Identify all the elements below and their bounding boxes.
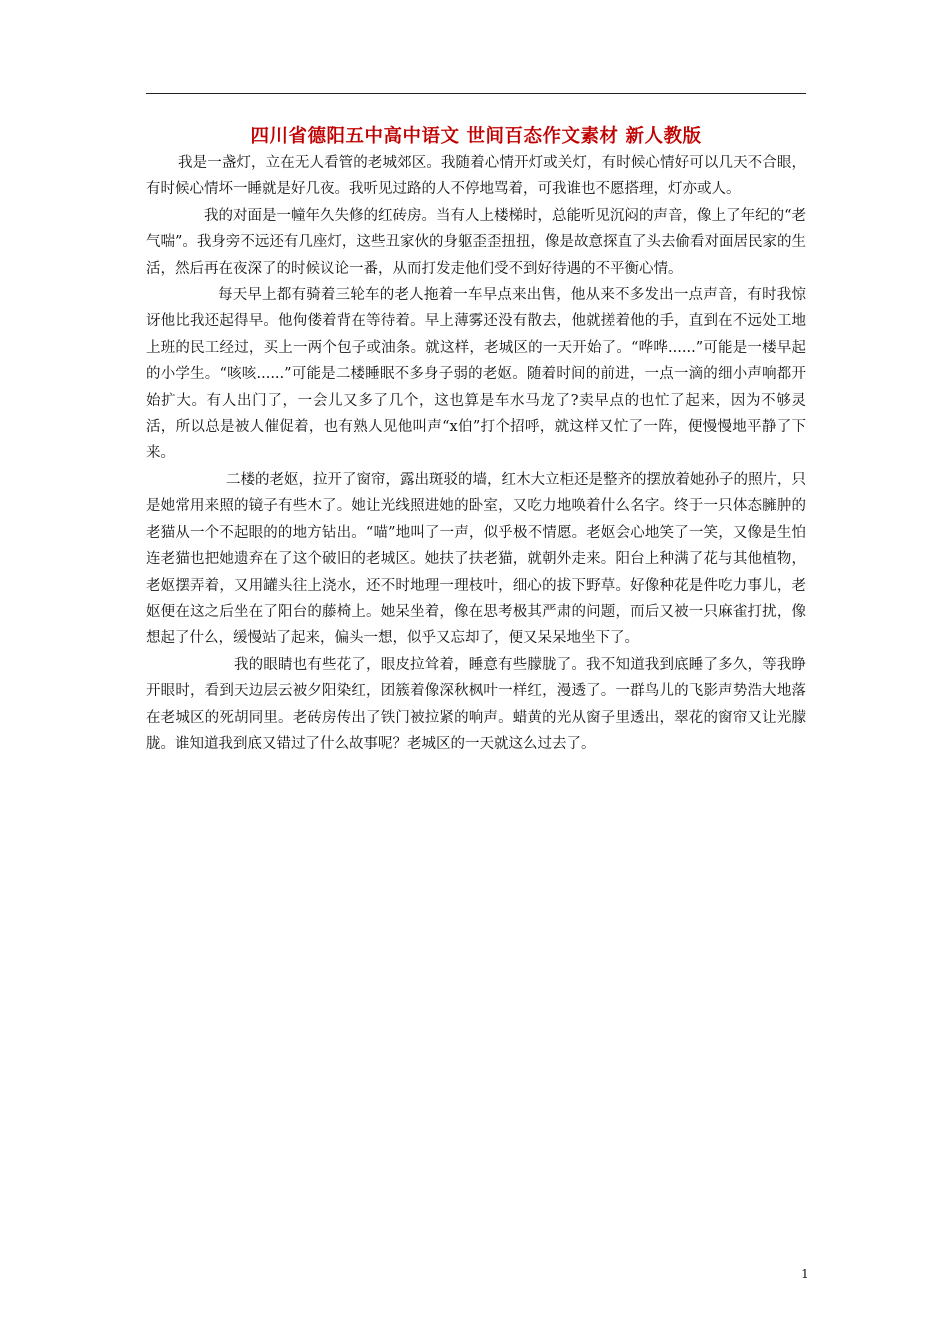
paragraph-5: 我的眼睛也有些花了，眼皮拉耸着，睡意有些朦胧了。我不知道我到底睡了多久，等我睁开眼时，看到天边层云被夕阳染红，团簇着像深秋枫叶一样红，漫透了。一群鸟儿的飞影声势浩大地落在老城区的死胡同里。老砖房传出了铁门被拉紧的响声。蜡黄的光从窗子里透出，翠花的窗帘又让光朦胧。谁知道我到底又错过了什么故事呢？老城区的一天就这么过去了。 [146,656,806,752]
paragraph-1: 我是一盏灯，立在无人看管的老城郊区。我随着心情开灯或关灯，有时候心情好可以几天不合眼，有时候心情坏一睡就是好几夜。我听见过路的人不停地骂着，可我谁也不愿搭理，灯亦或人。 [146,155,806,198]
paragraph-2: 我的对面是一幢年久失修的红砖房。当有人上楼梯时，总能听见沉闷的声音，像上了年纪的“老气喘”。我身旁不远还有几座灯，这些丑家伙的身躯歪歪扭扭，像是故意探直了头去偷看对面居民家的生活，然后再在夜深了的时候议论一番，从而打发走他们受不到好待遇的不平衡心情。 [146,207,806,277]
page-number: 1 [801,1267,809,1281]
title-rest-part: 世间百态作文素材 新人教版 [459,126,702,147]
title-red-part: 四川省德阳五中高中语文 [250,126,460,147]
header-rule [146,93,806,94]
document-title [146,124,806,150]
paragraph-3: 每天早上都有骑着三轮车的老人拖着一车早点来出售，他从来不多发出一点声音，有时我惊讶他比我还起得早。他佝偻着背在等待着。早上薄雾还没有散去，他就搓着他的手，直到在不远处工地上班的民工经过，买上一两个包子或油条。就这样，老城区的一天开始了。“哗哗......”可能是一楼早起的小学生。“咳咳......”可能是二楼睡眠不多身子弱的老妪。随着时间的前进，一点一滴的细小声响都开始扩大。有人出门了，一会儿又多了几个，这也算是车水马龙了?卖早点的也忙了起来，因为不够灵活，所以总是被人催促着，也有熟人见他叫声“x伯”打个招呼，就这样又忙了一阵，便慢慢地平静了下来。 [146,287,806,462]
paragraph-4: 二楼的老妪，拉开了窗帘，露出斑驳的墙，红木大立柜还是整齐的摆放着她孙子的照片，只是她常用来照的镜子有些木了。她让光线照进她的卧室，又吃力地唤着什么名字。终于一只体态臃肿的老猫从一个不起眼的的地方钻出。“喵”地叫了一声，似乎极不情愿。老妪会心地笑了一笑，又像是生怕连老猫也把她遗弃在了这个破旧的老城区。她扶了扶老猫，就朝外走来。阳台上种满了花与其他植物，老妪摆弄着，又用罐头往上浇水，还不时地理一理枝叶，细心的拔下野草。好像种花是件吃力事儿，老妪便在这之后坐在了阳台的藤椅上。她呆坐着，像在思考极其严肃的问题，而后又被一只麻雀打扰，像想起了什么，缓慢站了起来，偏头一想，似乎又忘却了，便又呆呆地坐下了。 [146,471,806,647]
document-body [146,150,806,757]
